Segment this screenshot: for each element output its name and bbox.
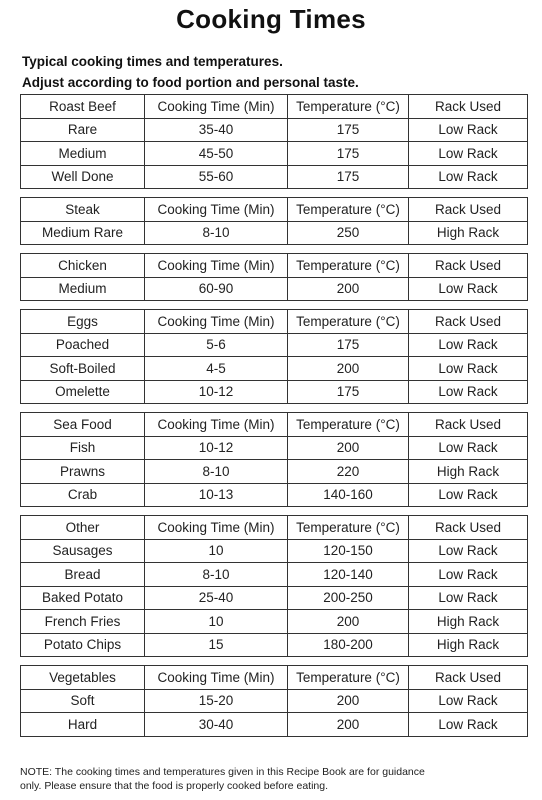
cooking-time-header: Cooking Time (Min): [145, 95, 288, 119]
table-roast-beef: [20, 94, 528, 189]
temperature-cell: 200: [288, 610, 409, 634]
temperature-cell: 175: [288, 380, 409, 404]
doneness-cell: Medium: [21, 142, 145, 166]
doneness-cell: French Fries: [21, 610, 145, 634]
table-header-row: [21, 516, 528, 540]
rack-used-header: Rack Used: [409, 413, 528, 437]
cooking-time-header: Cooking Time (Min): [145, 666, 288, 690]
temperature-cell: 140-160: [288, 483, 409, 507]
section-name-header: Chicken: [21, 254, 145, 278]
doneness-cell: Soft-Boiled: [21, 357, 145, 381]
cooking-time-cell: 5-6: [145, 333, 288, 357]
table-header-row: [21, 310, 528, 334]
table-sea-food: [20, 412, 528, 507]
cooking-time-header: Cooking Time (Min): [145, 310, 288, 334]
cooking-time-cell: 25-40: [145, 586, 288, 610]
cooking-time-cell: 10: [145, 539, 288, 563]
table-row: [21, 357, 528, 381]
table-steak: [20, 197, 528, 245]
section-name-header: Other: [21, 516, 145, 540]
section-name-header: Steak: [21, 198, 145, 222]
temperature-header: Temperature (°C): [288, 413, 409, 437]
temperature-header: Temperature (°C): [288, 95, 409, 119]
temperature-header: Temperature (°C): [288, 516, 409, 540]
table-row: [21, 689, 528, 713]
temperature-header: Temperature (°C): [288, 666, 409, 690]
doneness-cell: Medium Rare: [21, 221, 145, 245]
rack-used-header: Rack Used: [409, 198, 528, 222]
cooking-time-cell: 30-40: [145, 713, 288, 737]
rack-used-header: Rack Used: [409, 310, 528, 334]
doneness-cell: Poached: [21, 333, 145, 357]
table-row: [21, 333, 528, 357]
temperature-cell: 175: [288, 118, 409, 142]
temperature-cell: 200: [288, 277, 409, 301]
temperature-header: Temperature (°C): [288, 198, 409, 222]
rack-cell: Low Rack: [409, 118, 528, 142]
cooking-time-cell: 8-10: [145, 563, 288, 587]
temperature-cell: 120-140: [288, 563, 409, 587]
table-chicken: [20, 253, 528, 301]
cooking-time-header: Cooking Time (Min): [145, 198, 288, 222]
temperature-cell: 175: [288, 142, 409, 166]
cooking-time-header: Cooking Time (Min): [145, 413, 288, 437]
rack-cell: High Rack: [409, 610, 528, 634]
rack-cell: High Rack: [409, 221, 528, 245]
table-header-row: [21, 198, 528, 222]
table-header-row: [21, 666, 528, 690]
doneness-cell: Omelette: [21, 380, 145, 404]
doneness-cell: Rare: [21, 118, 145, 142]
table-row: [21, 483, 528, 507]
cooking-time-cell: 15-20: [145, 689, 288, 713]
doneness-cell: Medium: [21, 277, 145, 301]
subtitle-line-2: Adjust according to food portion and personal taste.: [22, 75, 359, 90]
temperature-cell: 200-250: [288, 586, 409, 610]
rack-cell: Low Rack: [409, 333, 528, 357]
temperature-cell: 250: [288, 221, 409, 245]
temperature-header: Temperature (°C): [288, 310, 409, 334]
table-row: [21, 539, 528, 563]
temperature-cell: 175: [288, 333, 409, 357]
temperature-cell: 200: [288, 436, 409, 460]
temperature-cell: 180-200: [288, 633, 409, 657]
cooking-time-cell: 4-5: [145, 357, 288, 381]
table-row: [21, 142, 528, 166]
rack-cell: Low Rack: [409, 539, 528, 563]
table-eggs: [20, 309, 528, 404]
rack-cell: Low Rack: [409, 586, 528, 610]
cooking-time-cell: 35-40: [145, 118, 288, 142]
cooking-time-cell: 8-10: [145, 460, 288, 484]
footnote-line-2: only. Please ensure that the food is properly cooked before eating.: [20, 780, 329, 792]
table-row: [21, 221, 528, 245]
rack-cell: Low Rack: [409, 483, 528, 507]
table-vegetables: [20, 665, 528, 737]
doneness-cell: Soft: [21, 689, 145, 713]
doneness-cell: Bread: [21, 563, 145, 587]
cooking-time-header: Cooking Time (Min): [145, 516, 288, 540]
table-other: [20, 515, 528, 657]
rack-cell: Low Rack: [409, 436, 528, 460]
temperature-cell: 200: [288, 689, 409, 713]
doneness-cell: Fish: [21, 436, 145, 460]
doneness-cell: Sausages: [21, 539, 145, 563]
table-row: [21, 277, 528, 301]
cooking-time-cell: 10: [145, 610, 288, 634]
rack-used-header: Rack Used: [409, 516, 528, 540]
rack-cell: Low Rack: [409, 563, 528, 587]
section-name-header: Eggs: [21, 310, 145, 334]
cooking-time-cell: 60-90: [145, 277, 288, 301]
table-row: [21, 586, 528, 610]
rack-cell: High Rack: [409, 460, 528, 484]
rack-cell: Low Rack: [409, 713, 528, 737]
temperature-cell: 175: [288, 165, 409, 189]
doneness-cell: Well Done: [21, 165, 145, 189]
temperature-cell: 220: [288, 460, 409, 484]
cooking-time-cell: 10-12: [145, 436, 288, 460]
temperature-cell: 120-150: [288, 539, 409, 563]
cooking-time-cell: 15: [145, 633, 288, 657]
table-header-row: [21, 95, 528, 119]
table-header-row: [21, 254, 528, 278]
table-row: [21, 118, 528, 142]
section-name-header: Sea Food: [21, 413, 145, 437]
table-row: [21, 460, 528, 484]
cooking-time-cell: 8-10: [145, 221, 288, 245]
cooking-tables: [20, 94, 527, 745]
table-row: [21, 165, 528, 189]
rack-used-header: Rack Used: [409, 254, 528, 278]
footnote-line-1: NOTE: The cooking times and temperatures given in this Recipe Book are for guidance: [20, 766, 425, 778]
rack-cell: Low Rack: [409, 689, 528, 713]
cooking-time-cell: 55-60: [145, 165, 288, 189]
doneness-cell: Crab: [21, 483, 145, 507]
doneness-cell: Potato Chips: [21, 633, 145, 657]
table-row: [21, 610, 528, 634]
temperature-cell: 200: [288, 713, 409, 737]
cooking-time-cell: 45-50: [145, 142, 288, 166]
page-title: Cooking Times: [176, 4, 366, 34]
cooking-time-cell: 10-13: [145, 483, 288, 507]
rack-cell: Low Rack: [409, 277, 528, 301]
cooking-time-header: Cooking Time (Min): [145, 254, 288, 278]
rack-cell: High Rack: [409, 633, 528, 657]
table-row: [21, 713, 528, 737]
table-row: [21, 436, 528, 460]
section-name-header: Roast Beef: [21, 95, 145, 119]
temperature-cell: 200: [288, 357, 409, 381]
rack-cell: Low Rack: [409, 357, 528, 381]
rack-cell: Low Rack: [409, 380, 528, 404]
subtitle-line-1: Typical cooking times and temperatures.: [22, 54, 283, 69]
temperature-header: Temperature (°C): [288, 254, 409, 278]
doneness-cell: Hard: [21, 713, 145, 737]
rack-used-header: Rack Used: [409, 666, 528, 690]
doneness-cell: Prawns: [21, 460, 145, 484]
table-row: [21, 380, 528, 404]
table-row: [21, 633, 528, 657]
doneness-cell: Baked Potato: [21, 586, 145, 610]
footnote: [20, 765, 530, 793]
rack-cell: Low Rack: [409, 142, 528, 166]
cooking-time-cell: 10-12: [145, 380, 288, 404]
table-row: [21, 563, 528, 587]
table-header-row: [21, 413, 528, 437]
rack-cell: Low Rack: [409, 165, 528, 189]
rack-used-header: Rack Used: [409, 95, 528, 119]
section-name-header: Vegetables: [21, 666, 145, 690]
